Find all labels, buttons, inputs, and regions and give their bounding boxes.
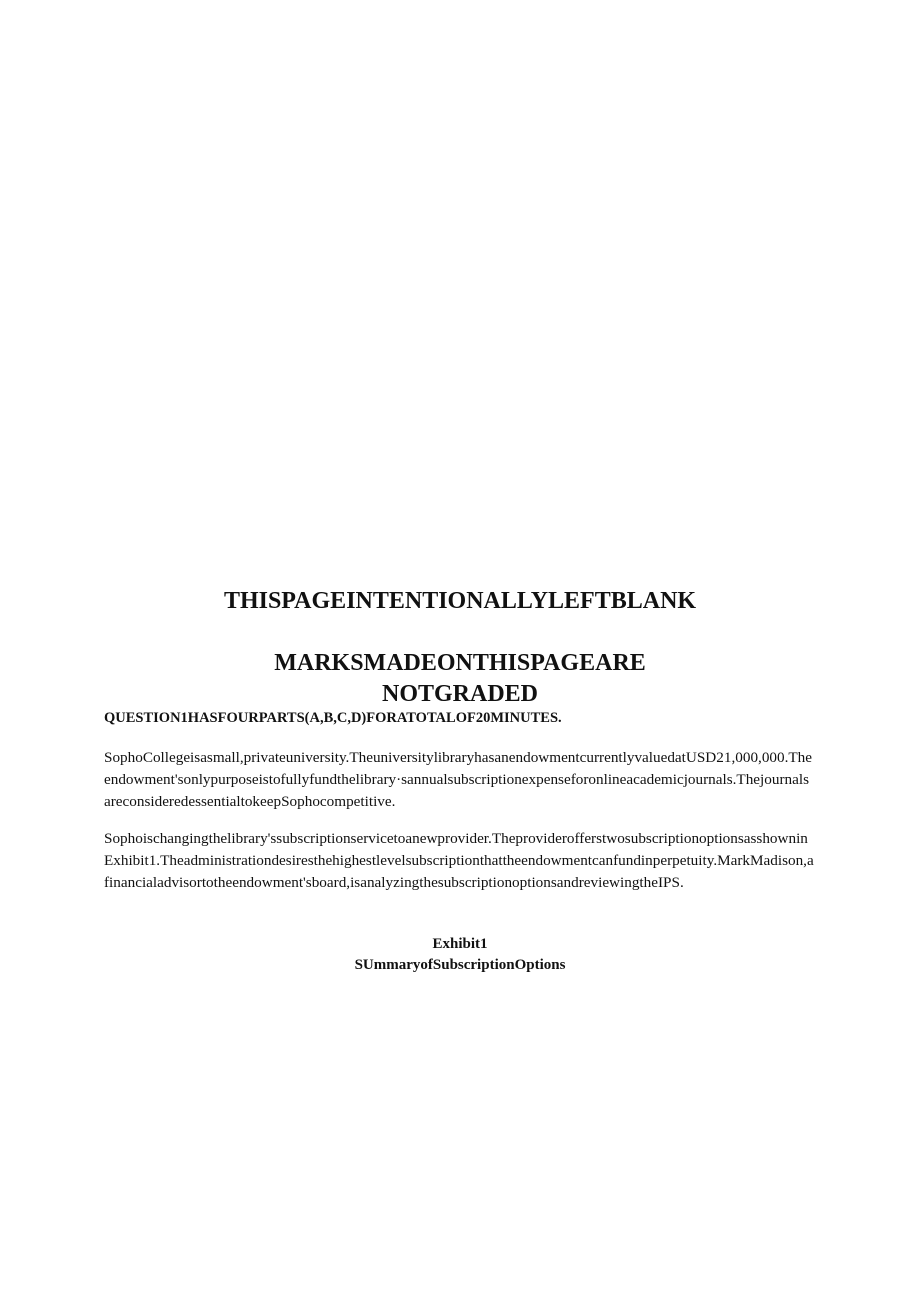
blank-notice-line2: MARKSMADEONTHISPAGEARE NOTGRADED xyxy=(274,650,646,707)
case-paragraph-2: Sophoischangingthelibrary'ssubscriptionservicetoanewprovider.TheproviderofferstwosubscriptionoptionsasshowninExhibit1.Theadministrationdesiresthehighestlevelsubscriptionthattheendowmentcanfundinperpetuity.MarkMadison,afinancialadvisortotheendowment'sboard,isanalyzingthesubscriptionoptionsandreviewingtheIPS. xyxy=(104,830,814,891)
exhibit-title: SUmmaryofSubscriptionOptions xyxy=(354,957,566,973)
blank-notice-gap xyxy=(0,616,920,648)
question-header: QUESTION1HASFOURPARTS(A,B,C,D)FORATOTALOF20MINUTES. xyxy=(104,710,562,726)
blank-notice-line1: THISPAGEINTENTIONALLYLEFTBLANK xyxy=(223,588,697,614)
blank-page-notice xyxy=(0,586,920,710)
exhibit-heading xyxy=(0,934,920,976)
exhibit-label: Exhibit1 xyxy=(432,936,488,952)
case-paragraph-1: SophoCollegeisasmall,privateuniversity.TheuniversitylibraryhasanendowmentcurrentlyvaluedatUSD21,000,000.Theendowment'sonlypurposeistofullyfundthelibrary·sannualsubscriptionexpenseforonlineacademicjournals.ThejournalsareconsideredessentialtokeepSophocompetitive. xyxy=(104,749,813,810)
